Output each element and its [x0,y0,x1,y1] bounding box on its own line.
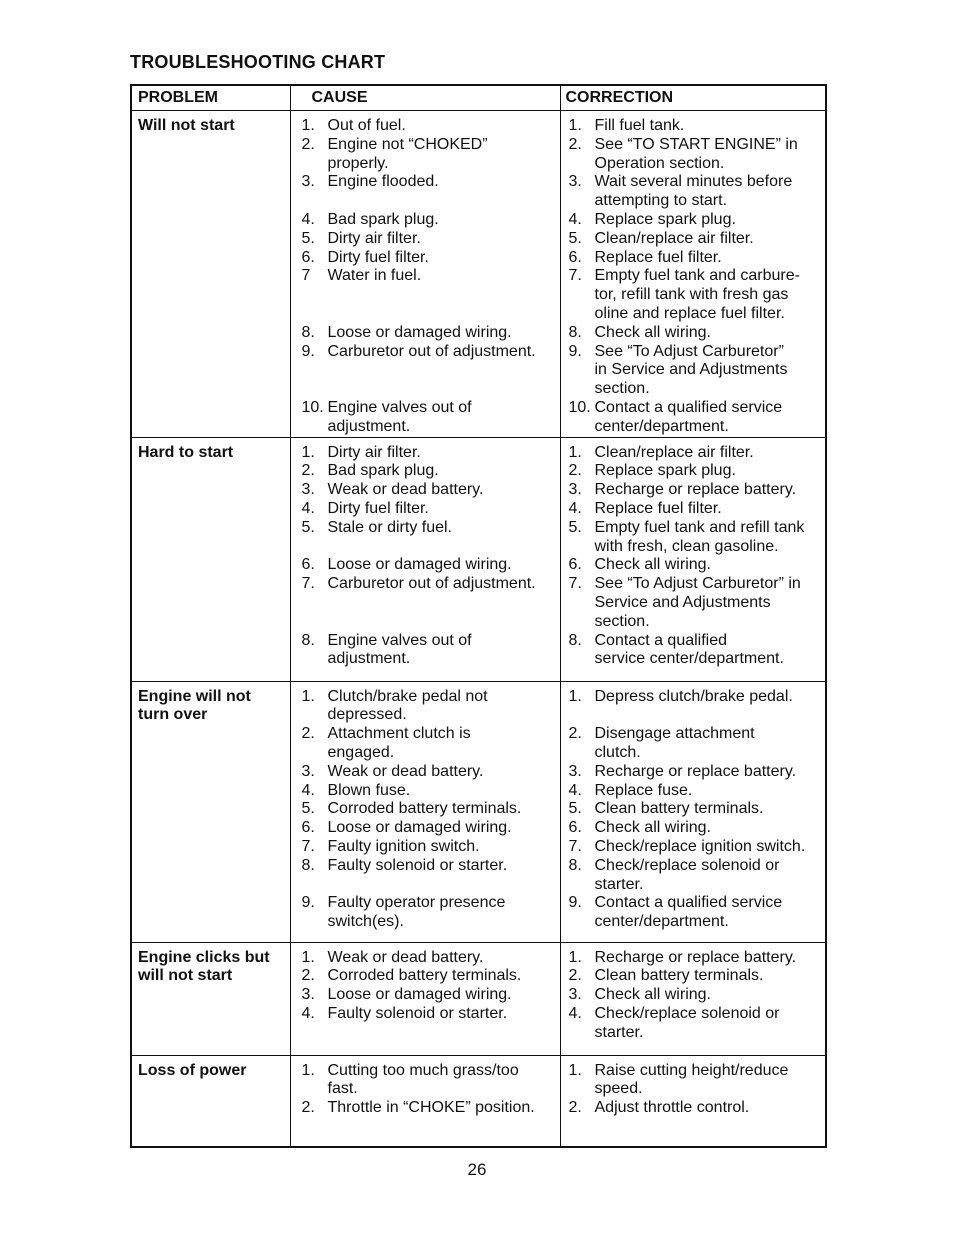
problem-cell: Engine clicks but will not start [131,942,290,1055]
list-item [569,782,824,801]
list-item [569,462,824,481]
item-number: 5. [301,518,315,536]
item-text: Replace spark plug. [594,462,736,480]
list-item [569,249,824,268]
item-number: 6. [568,556,582,574]
item-number: 2. [301,135,315,153]
item-text: Adjust throttle control. [594,1099,750,1117]
item-number: 4. [568,210,582,228]
item-number: 9. [301,894,315,912]
item-number: 8. [568,631,582,649]
item-text: Clean/replace air filter. [594,229,754,247]
item-number: 4. [301,781,315,799]
cause-cell [290,681,560,942]
item-number: 4. [301,210,315,228]
item-text: Dirty fuel filter. [327,499,429,517]
item-number: 3. [568,481,582,499]
item-number: 3. [568,986,582,1004]
item-text: Carburetor out of adjustment. [327,575,536,593]
list-item [302,857,558,876]
list-item [569,500,824,519]
item-text: Check/replace ignition switch. [594,837,806,855]
list-item [569,481,824,500]
list-item [569,399,824,437]
item-text: Corroded battery terminals. [327,800,522,818]
item-number: 3. [568,762,582,780]
item-number: 6. [301,819,315,837]
item-number: 10. [568,398,591,416]
list-item [569,117,824,136]
list-item [302,267,558,286]
item-text: Engine valves out of adjustment. [327,631,472,668]
list-item [302,838,558,857]
list-item [302,632,558,670]
item-text: Loose or damaged wiring. [327,323,512,341]
item-number: 1. [301,948,315,966]
list-item [302,519,558,538]
item-number: 1. [301,117,315,134]
list-item [569,575,824,631]
list-item [302,500,558,519]
item-number: 6. [568,248,582,266]
list-item [302,782,558,801]
list-item [569,267,824,323]
item-number: 2. [301,462,315,480]
item-text: Engine valves out of adjustment. [327,398,472,435]
item-text: Contact a qualified service center/department. [594,894,783,931]
item-text: Contact a qualified service center/department. [594,631,784,668]
list-item [302,949,558,968]
item-number: 4. [568,1004,582,1022]
item-text: Raise cutting height/reduce speed. [594,1061,789,1098]
item-number: 2. [301,967,315,985]
item-number: 8. [301,631,315,649]
list-item [302,1099,558,1118]
list-item [569,688,824,707]
item-text: Carburetor out of adjustment. [327,342,536,360]
item-number: 8. [568,856,582,874]
list-item [569,211,824,230]
list-item [569,838,824,857]
item-number: 1. [568,117,582,134]
list-item [569,1062,824,1100]
item-text: Corroded battery terminals. [327,967,522,985]
item-text: Out of fuel. [327,117,406,134]
correction-cell [560,942,826,1055]
list-item [302,211,558,230]
list-item [569,556,824,575]
header-problem: PROBLEM [131,85,290,111]
item-number: 7 [301,267,311,285]
item-number: 1. [301,687,315,705]
list-item [569,986,824,1005]
correction-cell [560,111,826,438]
list-item [302,763,558,782]
item-number: 6. [301,556,315,574]
item-text: Throttle in “CHOKE” position. [327,1099,535,1117]
item-number: 2. [301,1099,315,1117]
item-text: Faulty solenoid or starter. [327,856,508,874]
correction-cell [560,1055,826,1147]
list-item [302,444,558,463]
item-number: 1. [568,948,582,966]
header-correction: CORRECTION [560,85,826,111]
item-text: Check/replace solenoid or starter. [594,1004,780,1041]
item-number: 3. [301,986,315,1004]
item-number: 6. [568,819,582,837]
item-text: Weak or dead battery. [327,948,484,966]
list-item [302,688,558,726]
list-item [569,136,824,174]
item-text: Bad spark plug. [327,210,439,228]
item-number: 4. [568,499,582,517]
item-number: 5. [301,800,315,818]
correction-cell [560,681,826,942]
item-number: 5. [568,229,582,247]
list-item [569,800,824,819]
item-text: Replace spark plug. [594,210,736,228]
cause-cell [290,111,560,438]
item-number: 1. [568,443,582,461]
item-text: Dirty air filter. [327,229,421,247]
table-row [131,437,826,681]
item-text: Contact a qualified service center/department. [594,398,783,435]
cause-cell [290,942,560,1055]
item-number: 2. [568,1099,582,1117]
item-text: Recharge or replace battery. [594,762,797,780]
item-text: Attachment clutch is engaged. [327,725,471,761]
problem-cell: Will not start [131,111,290,438]
item-number: 2. [568,725,582,743]
item-number: 1. [301,443,315,461]
list-item [569,230,824,249]
item-text: Depress clutch/brake pedal. [594,687,793,705]
item-number: 4. [301,1004,315,1022]
item-number: 2. [568,967,582,985]
item-number: 4. [301,499,315,517]
item-number: 8. [301,323,315,341]
item-text: Replace fuel filter. [594,499,722,517]
list-item [569,324,824,343]
list-item [569,1005,824,1043]
item-number: 10. [301,398,324,416]
list-item [302,575,558,594]
list-item [302,481,558,500]
table-row [131,681,826,942]
item-number: 8. [301,856,315,874]
list-item [302,230,558,249]
problem-cell: Hard to start [131,437,290,681]
item-text: See “To Adjust Carburetor” in Service and Adjustments section. [594,575,801,630]
list-item [302,343,558,362]
item-text: Disengage attachment clutch. [594,725,755,761]
item-text: Faulty solenoid or starter. [327,1004,508,1022]
item-text: Weak or dead battery. [327,481,484,499]
item-text: Recharge or replace battery. [594,948,797,966]
list-item [569,949,824,968]
list-item [569,444,824,463]
list-item [302,1005,558,1024]
item-text: Clean battery terminals. [594,967,764,985]
list-item [302,324,558,343]
list-item [569,894,824,932]
item-text: Fill fuel tank. [594,117,685,134]
item-number: 3. [301,481,315,499]
item-number: 7. [301,575,315,593]
item-text: Clutch/brake pedal not depressed. [327,687,488,724]
list-item [302,462,558,481]
table-body [131,111,826,1148]
list-item [302,967,558,986]
page-number: 26 [467,1160,487,1179]
list-item [569,173,824,211]
item-number: 7. [568,575,582,593]
list-item [302,249,558,268]
item-text: Loose or damaged wiring. [327,986,512,1004]
table-row [131,1055,826,1147]
item-number: 3. [301,173,315,191]
problem-cell: Engine will not turn over [131,681,290,942]
list-item [302,1062,558,1100]
item-text: Check all wiring. [594,819,711,837]
item-text: Recharge or replace battery. [594,481,797,499]
item-number: 6. [301,248,315,266]
list-item [302,894,558,932]
item-number: 5. [568,518,582,536]
list-item [569,632,824,670]
item-text: Replace fuel filter. [594,248,722,266]
item-number: 1. [301,1061,315,1079]
table-row [131,111,826,438]
list-item [569,1099,824,1118]
list-item [569,763,824,782]
list-item [302,800,558,819]
item-number: 2. [301,725,315,743]
item-text: Cutting too much grass/too fast. [327,1061,519,1098]
list-item [569,343,824,399]
item-text: Bad spark plug. [327,462,439,480]
list-item [302,136,558,174]
item-text: Weak or dead battery. [327,762,484,780]
item-number: 2. [568,462,582,480]
item-text: See “TO START ENGINE” in Operation section. [594,135,798,172]
item-number: 7. [568,837,582,855]
list-item [302,117,558,136]
list-item [569,725,824,763]
list-item [569,857,824,895]
item-number: 4. [568,781,582,799]
item-number: 9. [301,342,315,360]
item-text: Faulty ignition switch. [327,837,480,855]
problem-cell: Loss of power [131,1055,290,1147]
cause-cell [290,1055,560,1147]
item-text: Loose or damaged wiring. [327,556,512,574]
list-item [302,986,558,1005]
item-text: Check all wiring. [594,556,711,574]
page-title: TROUBLESHOOTING CHART [130,52,386,72]
item-text: Check/replace solenoid or starter. [594,856,780,893]
item-text: Dirty fuel filter. [327,248,429,266]
item-text: See “To Adjust Carburetor” in Service and Adjustments section. [594,342,788,398]
item-text: Faulty operator presence switch(es). [327,894,506,931]
list-item [302,725,558,763]
item-number: 3. [301,762,315,780]
item-number: 7. [568,267,582,285]
list-item [569,967,824,986]
correction-cell [560,437,826,681]
item-text: Wait several minutes before attempting to start. [594,173,793,210]
item-text: Engine not “CHOKED” properly. [327,135,488,172]
table-header-row [131,85,826,111]
item-number: 7. [301,837,315,855]
item-number: 9. [568,894,582,912]
item-number: 1. [568,1061,582,1079]
item-number: 2. [568,135,582,153]
item-text: Clean battery terminals. [594,800,764,818]
item-number: 8. [568,323,582,341]
table-row [131,942,826,1055]
item-text: Check all wiring. [594,323,711,341]
troubleshooting-table [130,84,827,1148]
item-number: 5. [568,800,582,818]
item-number: 3. [568,173,582,191]
item-text: Loose or damaged wiring. [327,819,512,837]
item-text: Check all wiring. [594,986,711,1004]
item-text: Stale or dirty fuel. [327,518,452,536]
item-text: Blown fuse. [327,781,411,799]
list-item [302,173,558,192]
list-item [302,819,558,838]
list-item [569,519,824,557]
item-text: Dirty air filter. [327,443,421,461]
item-text: Clean/replace air filter. [594,443,754,461]
list-item [302,399,558,437]
item-number: 1. [568,687,582,705]
cause-cell [290,437,560,681]
item-text: Empty fuel tank and carbure- tor, refill tank with fresh gas oline and replace fuel filter. [594,267,800,322]
item-number: 5. [301,229,315,247]
header-cause: CAUSE [290,85,560,111]
list-item [569,819,824,838]
item-text: Engine flooded. [327,173,439,191]
item-text: Water in fuel. [327,267,422,285]
item-text: Empty fuel tank and refill tank with fresh, clean gasoline. [594,518,805,555]
item-number: 9. [568,342,582,360]
list-item [302,556,558,575]
item-text: Replace fuse. [594,781,693,799]
